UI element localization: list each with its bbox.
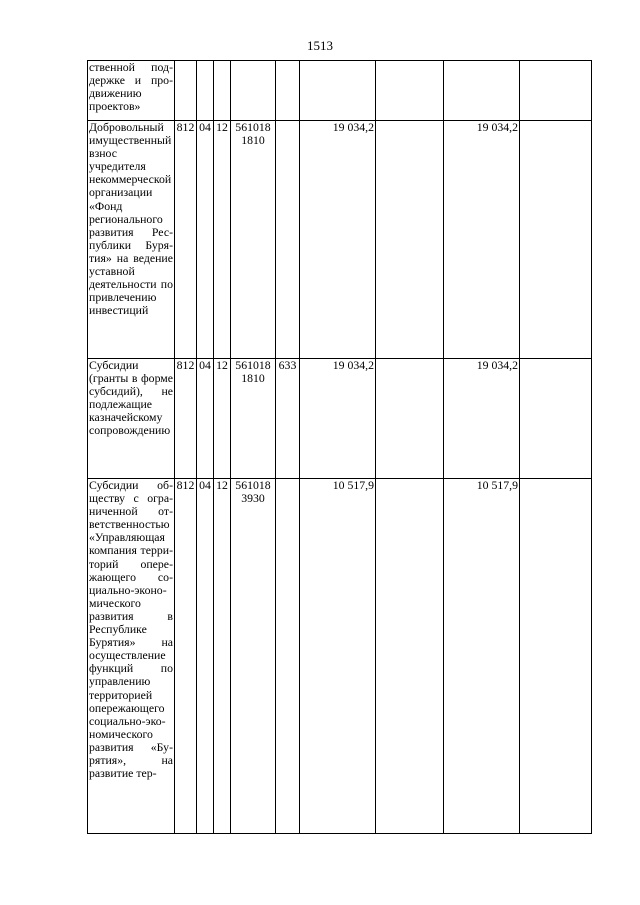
budget-table (87, 60, 592, 834)
page-number: 1513 (307, 38, 333, 53)
row-description: Субсидии обществу с ограниченной ответственностью «Управляющая компания территорий опережающего социально-экономического развития в Республике Бурятия» на осуществление функций по управлению территорией опережающего социально-экономического развития «Бурятия», на развитие тер- (88, 479, 175, 834)
row-description: ственной поддержке и продвижению проектов» (88, 61, 175, 121)
ministry-code (175, 61, 197, 121)
ministry-code: 812 (175, 359, 197, 479)
amount-column-2 (376, 121, 444, 359)
amount-column-4 (520, 61, 592, 121)
target-article-code: 561018 3930 (231, 479, 276, 834)
expense-kind-code (276, 121, 300, 359)
subsection-code: 12 (214, 479, 231, 834)
amount-column-3: 19 034,2 (444, 359, 520, 479)
amount-column-3: 19 034,2 (444, 121, 520, 359)
table-row (88, 479, 592, 834)
row-description: Добровольный имущественный взнос учредителя некоммерческой организации «Фонд регионального развития Республики Бурятия» на ведение уставной деятельности по привлечению инвестиций (88, 121, 175, 359)
target-article-code: 561018 1810 (231, 359, 276, 479)
subsection-code (214, 61, 231, 121)
ministry-code: 812 (175, 121, 197, 359)
expense-kind-code (276, 61, 300, 121)
amount-column-1: 10 517,9 (300, 479, 376, 834)
target-article-code: 561018 1810 (231, 121, 276, 359)
amount-column-2 (376, 359, 444, 479)
row-description: Субсидии (гранты в форме субсидий), не подлежащие казначейскому сопровождению (88, 359, 175, 479)
section-code: 04 (197, 121, 214, 359)
amount-column-2 (376, 479, 444, 834)
amount-column-3 (444, 61, 520, 121)
amount-column-2 (376, 61, 444, 121)
subsection-code: 12 (214, 121, 231, 359)
expense-kind-code (276, 479, 300, 834)
amount-column-4 (520, 479, 592, 834)
section-code: 04 (197, 479, 214, 834)
section-code (197, 61, 214, 121)
amount-column-4 (520, 359, 592, 479)
amount-column-1: 19 034,2 (300, 359, 376, 479)
section-code: 04 (197, 359, 214, 479)
amount-column-3: 10 517,9 (444, 479, 520, 834)
amount-column-1: 19 034,2 (300, 121, 376, 359)
subsection-code: 12 (214, 359, 231, 479)
table-row (88, 359, 592, 479)
target-article-code (231, 61, 276, 121)
table-row (88, 61, 592, 121)
amount-column-1 (300, 61, 376, 121)
table-row (88, 121, 592, 359)
amount-column-4 (520, 121, 592, 359)
expense-kind-code: 633 (276, 359, 300, 479)
ministry-code: 812 (175, 479, 197, 834)
